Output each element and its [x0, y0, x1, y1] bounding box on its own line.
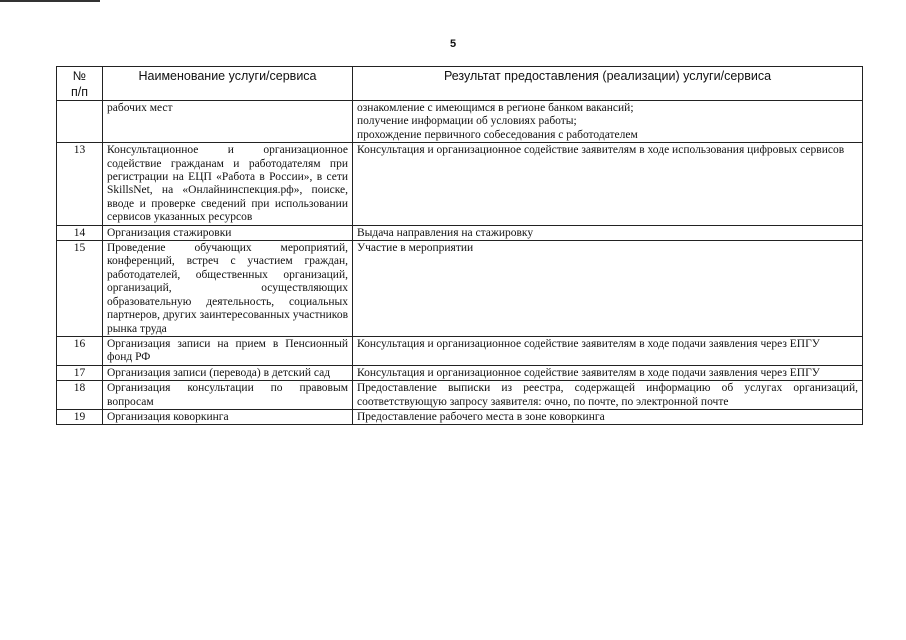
table-row — [57, 241, 863, 337]
header-num-abbr: п/п — [70, 85, 88, 99]
service-result: Предоставление выписки из реестра, содержащей информацию об услугах организаций, соответствующую запросу заявителя: очно, по почте, по электронной почте — [353, 381, 863, 410]
result-line: прохождение первичного собеседования с работодателем — [357, 128, 638, 141]
header-service-name: Наименование услуги/сервиса — [103, 67, 353, 101]
service-result: Консультация и организационное содействие заявителям в ходе использования цифровых сервисов — [353, 143, 863, 225]
service-name: Организация записи на прием в Пенсионный фонд РФ — [103, 336, 353, 365]
service-result: Выдача направления на стажировку — [353, 225, 863, 240]
service-name: Организация консультации по правовым вопросам — [103, 381, 353, 410]
service-name: Организация стажировки — [103, 225, 353, 240]
table-row — [57, 101, 863, 143]
row-number: 18 — [57, 381, 103, 410]
service-result: Участие в мероприятии — [353, 241, 863, 337]
table-row — [57, 143, 863, 225]
header-service-result: Результат предоставления (реализации) услуги/сервиса — [353, 67, 863, 101]
table-row — [57, 381, 863, 410]
service-name: Проведение обучающих мероприятий, конференций, встреч с участием граждан, работодателей, общественных организаций, организаций, осуществляющих образовательную деятельность, социальных партнеров, других заинтересованных участников рынка труда — [103, 241, 353, 337]
row-number: 17 — [57, 365, 103, 380]
row-number: 13 — [57, 143, 103, 225]
row-number — [57, 101, 103, 143]
result-line: ознакомление с имеющимся в регионе банком вакансий; — [357, 102, 634, 114]
row-number: 16 — [57, 336, 103, 365]
table-row — [57, 225, 863, 240]
services-table — [56, 66, 863, 425]
service-result: Консультация и организационное содействие заявителям в ходе подачи заявления через ЕПГУ — [353, 336, 863, 365]
service-name: Консультационное и организационное содействие гражданам и работодателям при регистрации на ЕЦП «Работа в России», в сети SkillsNet, на «Онлайнинспекция.рф», поиске, вводе и проверке сведений при использовании сервисов указанных ресурсов — [103, 143, 353, 225]
header-num-symbol: № — [72, 69, 87, 83]
row-number: 19 — [57, 409, 103, 424]
header-num — [57, 67, 103, 101]
table-row — [57, 365, 863, 380]
row-number: 14 — [57, 225, 103, 240]
service-name: Организация записи (перевода) в детский сад — [103, 365, 353, 380]
service-name: Организация коворкинга — [103, 409, 353, 424]
result-line: получение информации об условиях работы; — [357, 115, 577, 128]
service-name: рабочих мест — [103, 101, 353, 143]
table-row — [57, 409, 863, 424]
table-row — [57, 336, 863, 365]
row-number: 15 — [57, 241, 103, 337]
top-edge-rule — [0, 0, 100, 2]
service-result: Предоставление рабочего места в зоне коворкинга — [353, 409, 863, 424]
table-header-row — [57, 67, 863, 101]
service-result: Консультация и организационное содействие заявителям в ходе подачи заявления через ЕПГУ — [353, 365, 863, 380]
service-result — [353, 101, 863, 143]
page-number: 5 — [449, 38, 457, 50]
